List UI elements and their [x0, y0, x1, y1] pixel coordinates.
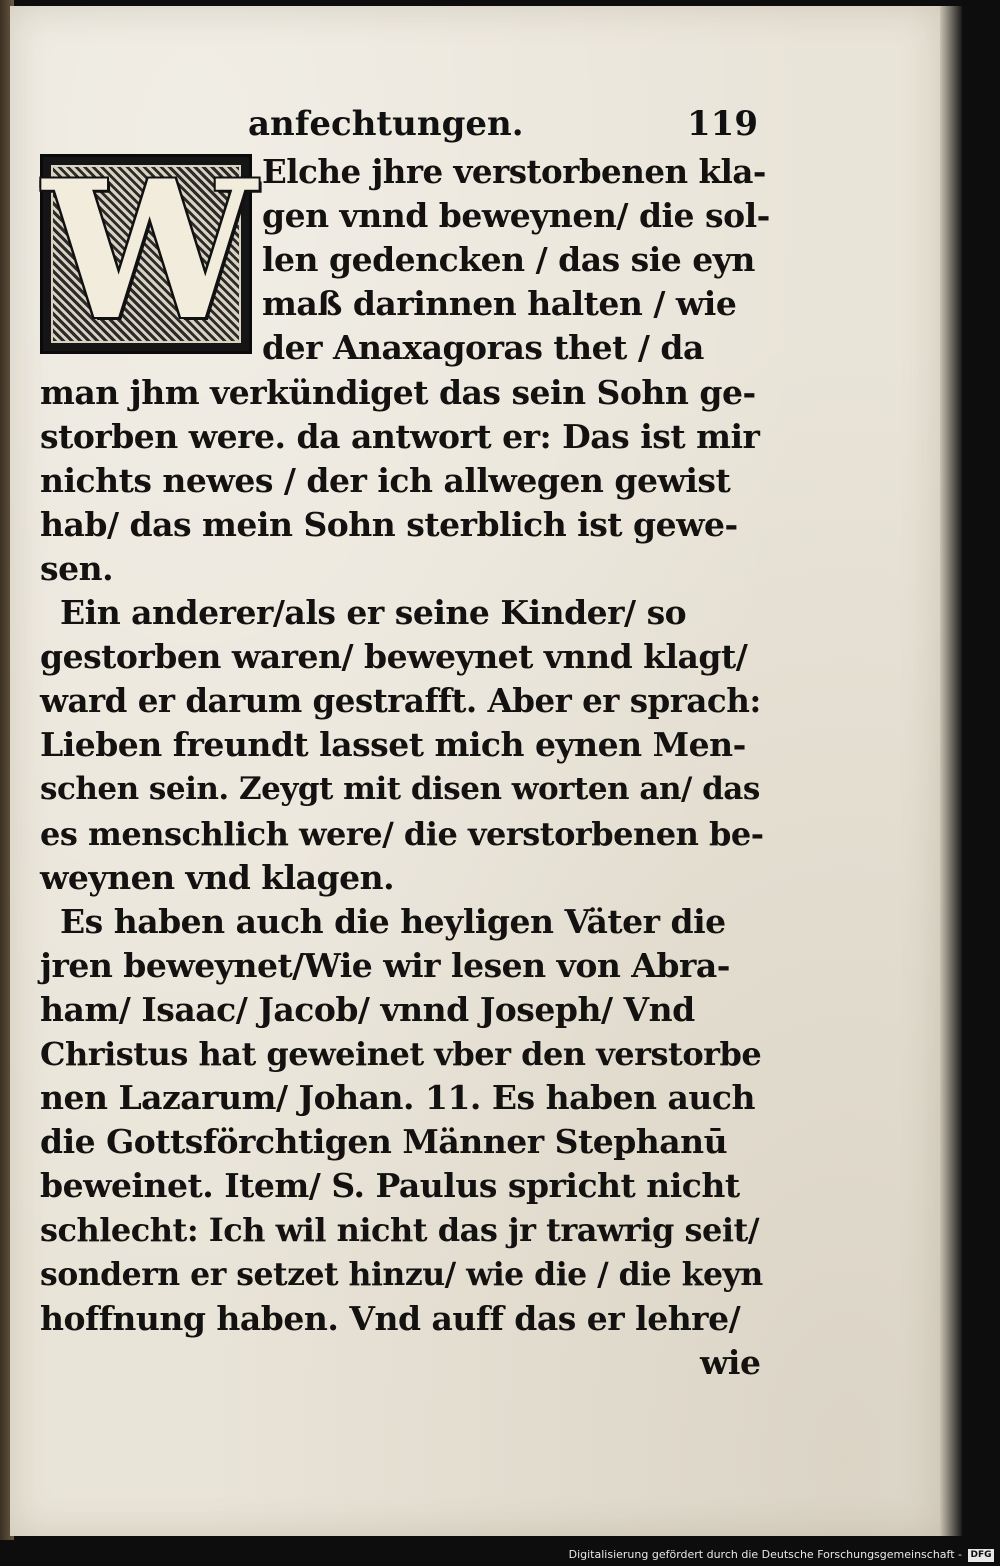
- text-line: sondern er setzet hinzu/ wie die / die keyn: [40, 1255, 763, 1293]
- text-line: hoffnung haben. Vnd auff das er lehre/: [40, 1298, 741, 1338]
- footer-bar: [560, 1546, 1000, 1566]
- text-line: der Anaxagoras thet / da: [262, 328, 704, 368]
- text-line: schen sein. Zeygt mit disen worten an/ das: [40, 771, 760, 808]
- running-head: anfechtungen.: [248, 104, 524, 144]
- text-line: nichts newes / der ich allwegen gewist: [40, 460, 731, 500]
- text-line: gen vnnd beweynen/ die sol-: [262, 196, 770, 236]
- text-line: maß darinnen halten / wie: [262, 284, 737, 324]
- text-line: jren beweynet/Wie wir lesen von Abra-: [40, 945, 730, 985]
- text-line: Es haben auch die heyligen Väter die: [60, 901, 726, 941]
- dfg-logo: DFG: [968, 1549, 994, 1562]
- text-line: len gedencken / das sie eyn: [262, 240, 755, 280]
- text-line: Christus hat geweinet vber den verstorbe: [40, 1035, 762, 1073]
- page-number: 119: [687, 104, 758, 144]
- initial-letter: W: [43, 139, 257, 362]
- page-header: [248, 104, 758, 150]
- page-gutter: [940, 6, 962, 1536]
- text-line: wie: [700, 1342, 761, 1382]
- text-line: es menschlich were/ die verstorbenen be-: [40, 814, 764, 853]
- text-line: Lieben freundt lasset mich eynen Men-: [40, 725, 746, 765]
- text-line: ham/ Isaac/ Jacob/ vnnd Joseph/ Vnd: [40, 989, 695, 1029]
- text-line: storben were. da antwort er: Das ist mir: [40, 416, 760, 456]
- decorated-initial: [40, 139, 257, 362]
- text-line: Ein anderer/als er seine Kinder/ so: [60, 593, 687, 632]
- text-line: die Gottsförchtigen Männer Stephanū: [40, 1122, 728, 1162]
- text-line: Elche jhre verstorbenen kla-: [262, 152, 766, 191]
- text-line: nen Lazarum/ Johan. 11. Es haben auch: [40, 1078, 755, 1118]
- footer-credit: Digitalisierung gefördert durch die Deutsche Forschungsgemeinschaft -: [568, 1548, 962, 1561]
- text-line: weynen vnd klagen.: [40, 857, 395, 897]
- text-line: ward er darum gestrafft. Aber er sprach:: [40, 681, 761, 721]
- text-line: sen.: [40, 548, 114, 588]
- text-line: gestorben waren/ beweynet vnnd klagt/: [40, 637, 748, 677]
- text-line: hab/ das mein Sohn sterblich ist gewe-: [40, 504, 738, 544]
- text-line: schlecht: Ich wil nicht das jr trawrig seit/: [40, 1211, 760, 1250]
- text-line: man jhm verkündiget das sein Sohn ge-: [40, 372, 756, 412]
- text-line: beweinet. Item/ S. Paulus spricht nicht: [40, 1166, 740, 1206]
